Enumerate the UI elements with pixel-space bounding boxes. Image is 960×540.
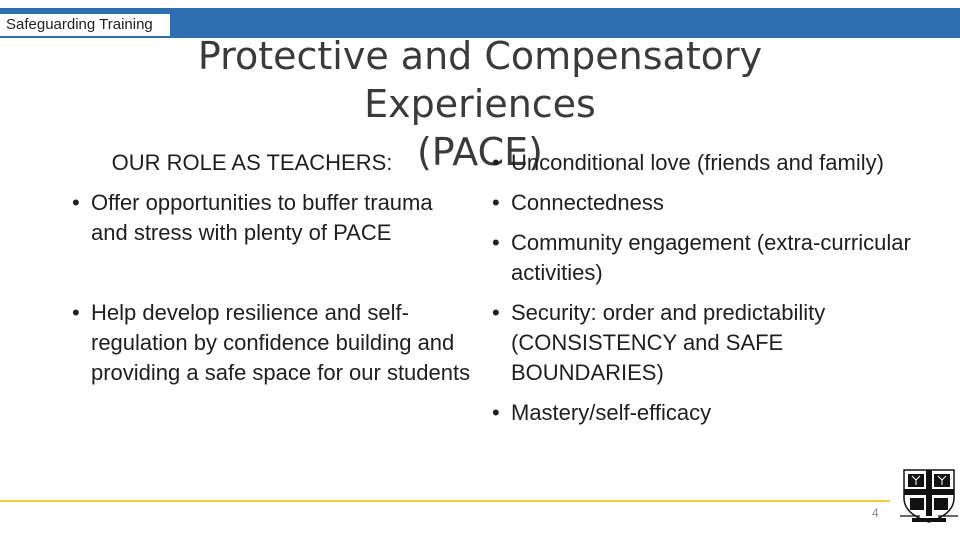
slide-title-line-2: (PACE) <box>416 130 543 174</box>
right-bullet-list <box>492 148 912 428</box>
footer-divider <box>0 500 890 502</box>
page-number: 4 <box>872 506 879 520</box>
right-bullet-2: • Connectedness <box>492 188 912 218</box>
right-bullet-5: • Mastery/self-efficacy <box>492 398 912 428</box>
left-bullet-2: • Help develop resilience and self-regulation by confidence building and providing a safe space for our students <box>72 298 472 388</box>
left-bullet-1: • Offer opportunities to buffer trauma and stress with plenty of PACE <box>72 188 472 248</box>
header-label: Safeguarding Training <box>0 14 170 36</box>
right-column <box>492 148 912 428</box>
right-bullet-3: • Community engagement (extra-curricular activities) <box>492 228 912 288</box>
slide-title-line-1: Protective and Compensatory Experiences <box>197 34 763 126</box>
left-bullet-list <box>72 188 472 388</box>
left-column <box>72 148 472 388</box>
right-bullet-1: • Unconditional love (friends and family) <box>492 148 912 178</box>
left-heading: OUR ROLE AS TEACHERS: <box>111 150 393 175</box>
right-bullet-4: • Security: order and predictability (CONSISTENCY and SAFE BOUNDARIES) <box>492 298 912 388</box>
school-crest-icon <box>898 468 960 524</box>
